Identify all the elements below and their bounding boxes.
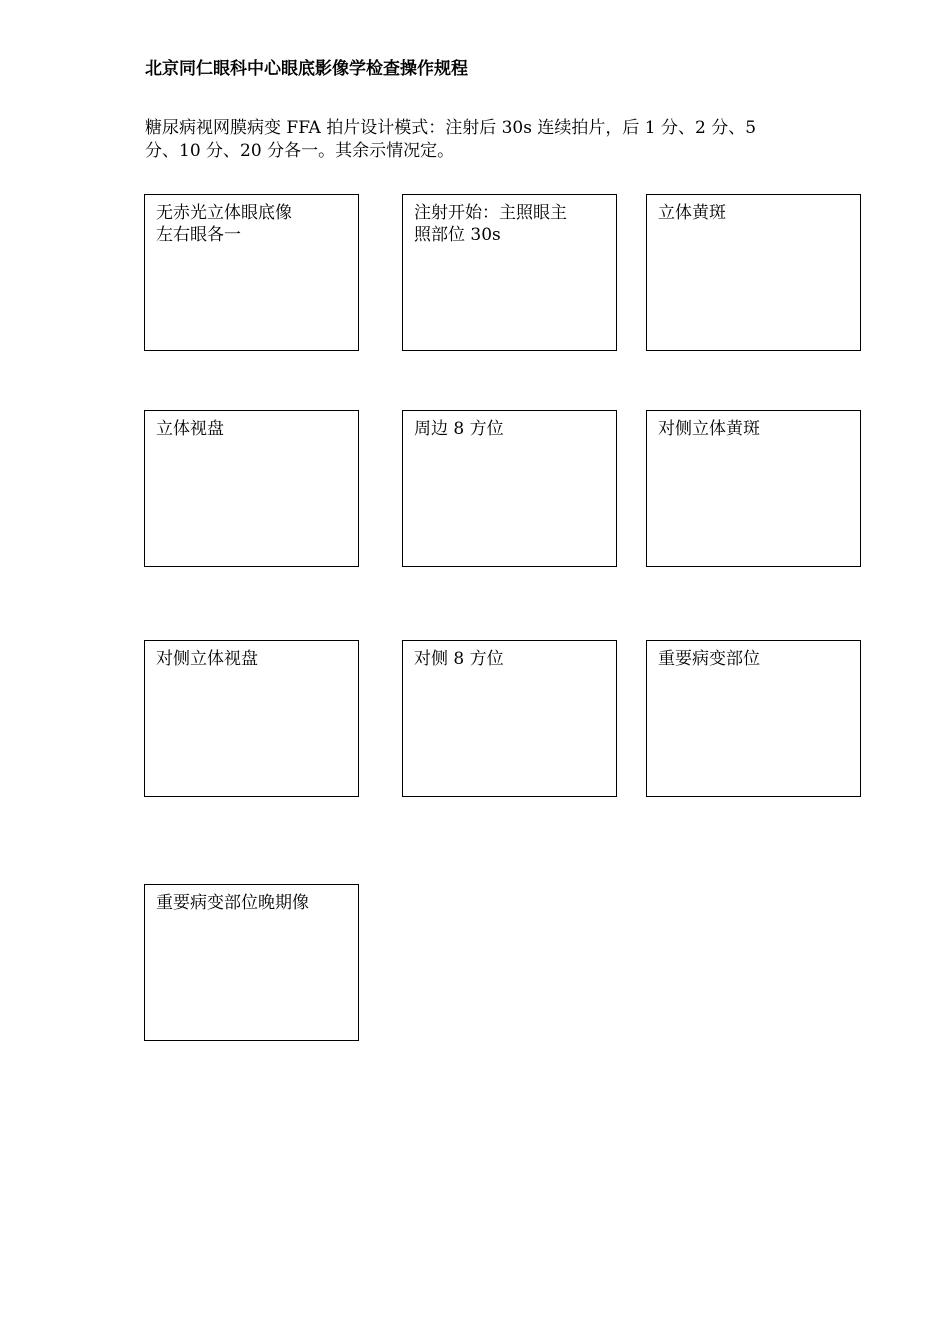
step-box-peripheral-8 <box>402 410 617 567</box>
step-box-label: 照部位 30s <box>414 225 501 245</box>
step-box-label: 立体视盘 <box>156 419 224 439</box>
step-box-label: 周边 8 方位 <box>414 419 504 439</box>
document-title: 北京同仁眼科中心眼底影像学检查操作规程 <box>145 59 468 79</box>
intro-paragraph <box>145 117 815 163</box>
step-box-label: 重要病变部位晚期像 <box>156 893 309 913</box>
step-box-label: 无赤光立体眼底像 <box>156 203 292 223</box>
step-box-key-lesion-late <box>144 884 359 1041</box>
step-box-injection-start <box>402 194 617 351</box>
step-box-label: 对侧 8 方位 <box>414 649 504 669</box>
step-box-label: 对侧立体视盘 <box>156 649 258 669</box>
step-box-stereo-macula <box>646 194 861 351</box>
step-box-fellow-stereo-macula <box>646 410 861 567</box>
intro-line: 糖尿病视网膜病变 FFA 拍片设计模式：注射后 30s 连续拍片，后 1 分、2 分、5 <box>145 118 757 138</box>
step-box-stereo-disc <box>144 410 359 567</box>
step-box-label: 立体黄斑 <box>658 203 726 223</box>
step-box-key-lesion <box>646 640 861 797</box>
step-box-label: 对侧立体黄斑 <box>658 419 760 439</box>
step-box-label: 注射开始：主照眼主 <box>414 203 567 223</box>
step-box-fellow-stereo-disc <box>144 640 359 797</box>
step-box-label: 左右眼各一 <box>156 225 241 245</box>
step-box-label: 重要病变部位 <box>658 649 760 669</box>
step-box-redfree-stereo <box>144 194 359 351</box>
step-box-fellow-peripheral-8 <box>402 640 617 797</box>
intro-line: 分、10 分、20 分各一。其余示情况定。 <box>145 141 455 161</box>
